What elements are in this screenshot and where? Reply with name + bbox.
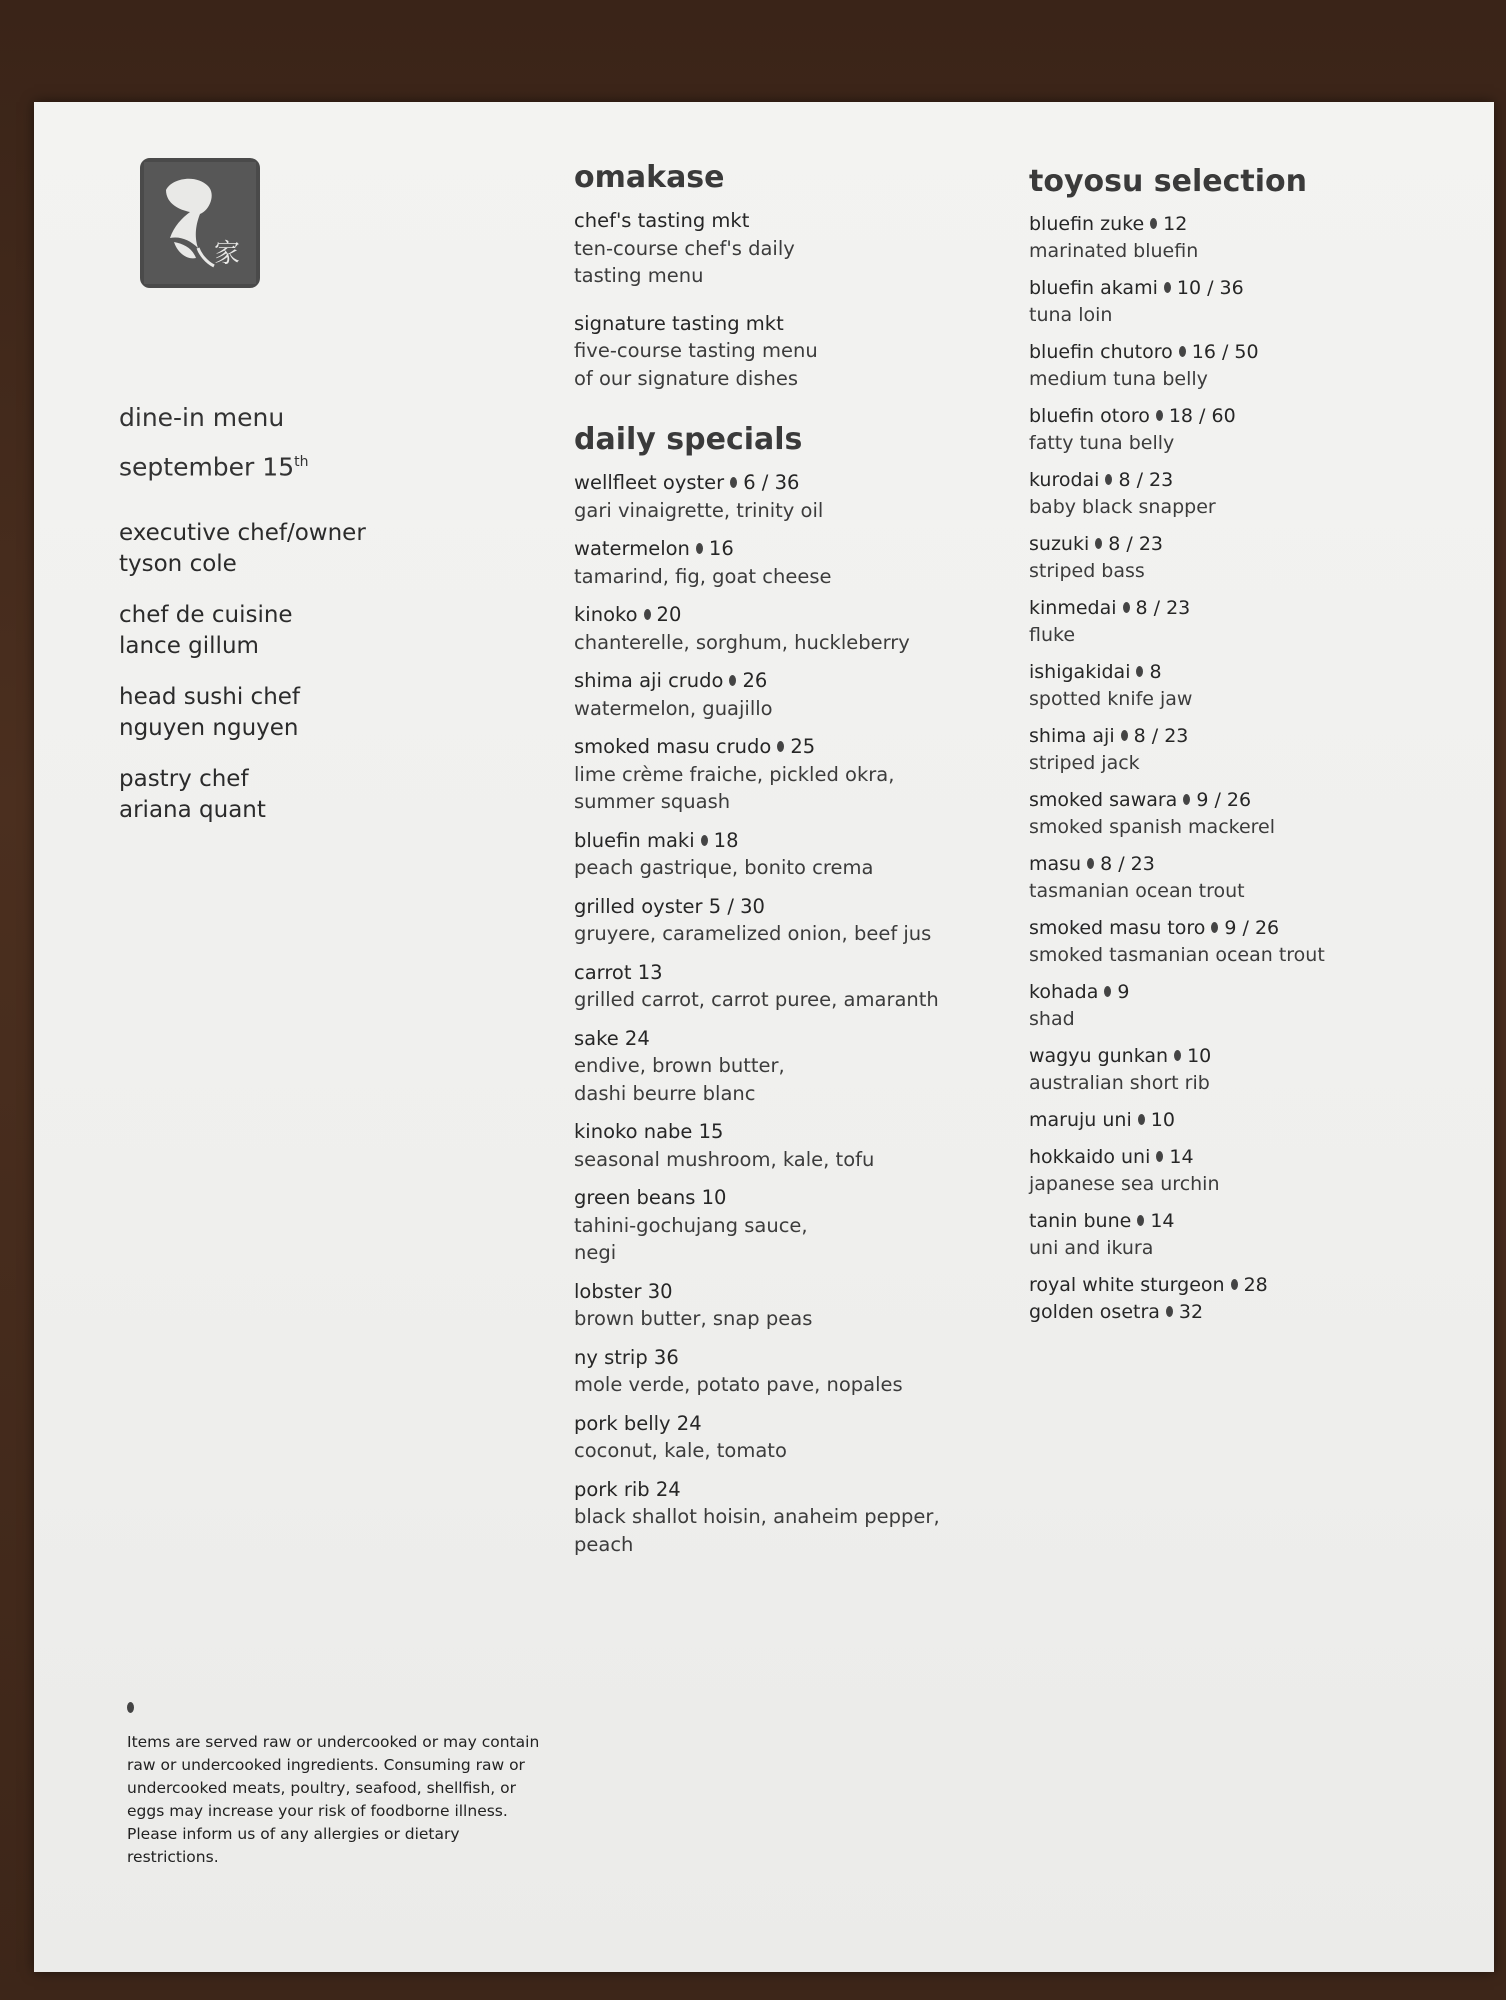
menu-item xyxy=(574,1278,994,1333)
menu-item xyxy=(574,959,994,1014)
item-title-line xyxy=(1029,403,1469,430)
item-price: 9 / 26 xyxy=(1196,789,1252,811)
raw-indicator-icon xyxy=(1095,538,1102,549)
raw-indicator-icon xyxy=(1179,346,1186,357)
item-name: pork rib xyxy=(574,1477,650,1501)
menu-item xyxy=(574,1410,994,1465)
section-title-daily-specials: daily specials xyxy=(574,422,803,457)
item-description: watermelon, guajillo xyxy=(574,696,773,720)
item-title-line xyxy=(1029,531,1469,558)
daily-specials-list xyxy=(574,469,994,1558)
item-name: masu xyxy=(1029,853,1082,875)
item-title-line xyxy=(574,893,994,921)
menu-item xyxy=(1029,1272,1469,1299)
item-title-line xyxy=(1029,595,1469,622)
item-description: australian short rib xyxy=(1029,1072,1210,1094)
restaurant-logo xyxy=(140,158,260,288)
item-name: kohada xyxy=(1029,981,1099,1003)
menu-item xyxy=(1029,1208,1469,1262)
item-price: 20 xyxy=(656,603,682,626)
item-name: wagyu gunkan xyxy=(1029,1045,1169,1067)
item-title-line xyxy=(574,1184,994,1212)
item-title-line xyxy=(574,733,994,761)
item-description: baby black snapper xyxy=(1029,496,1216,518)
item-name: bluefin chutoro xyxy=(1029,341,1173,363)
item-name: maruju uni xyxy=(1029,1109,1132,1131)
item-title-line xyxy=(574,601,994,629)
raw-indicator-icon xyxy=(1138,1114,1145,1125)
item-title-line xyxy=(1029,851,1469,878)
item-price: 8 / 23 xyxy=(1100,853,1155,875)
item-price: 9 xyxy=(1117,981,1130,1003)
raw-indicator-icon xyxy=(1121,730,1128,741)
item-description: smoked tasmanian ocean trout xyxy=(1029,944,1325,966)
raw-indicator-icon xyxy=(1087,858,1094,869)
raw-food-disclaimer xyxy=(127,1702,547,1869)
menu-item xyxy=(1029,723,1469,777)
item-price: 14 xyxy=(1150,1210,1175,1232)
item-price: 36 xyxy=(653,1345,679,1369)
staff-name: ariana quant xyxy=(119,797,266,824)
item-name: golden osetra xyxy=(1029,1301,1160,1323)
raw-indicator-icon xyxy=(701,835,708,846)
menu-item xyxy=(1029,851,1469,905)
item-name: bluefin zuke xyxy=(1029,213,1145,235)
menu-item xyxy=(1029,595,1469,649)
menu-item xyxy=(1029,211,1469,265)
item-description: tasmanian ocean trout xyxy=(1029,880,1245,902)
item-price: 24 xyxy=(655,1477,681,1501)
item-title-line xyxy=(574,535,994,563)
menu-item xyxy=(1029,403,1469,457)
menu-item xyxy=(574,601,994,656)
item-title-line xyxy=(1029,275,1469,302)
item-name: chef's tasting mkt xyxy=(574,209,750,232)
raw-indicator-icon xyxy=(1231,1279,1238,1290)
item-name: smoked sawara xyxy=(1029,789,1178,811)
item-title-line xyxy=(1029,659,1469,686)
right-column xyxy=(1029,164,1469,1336)
menu-item xyxy=(1029,339,1469,393)
item-title-line xyxy=(1029,1144,1469,1171)
menu-item xyxy=(574,535,994,590)
item-name: royal white sturgeon xyxy=(1029,1274,1225,1296)
section-title-toyosu: toyosu selection xyxy=(1029,164,1307,199)
item-price: 24 xyxy=(676,1411,702,1435)
item-price: 12 xyxy=(1163,213,1188,235)
date-text: september 15 xyxy=(119,452,295,482)
item-title-line xyxy=(1029,915,1469,942)
raw-indicator-icon xyxy=(1211,922,1218,933)
item-name: watermelon xyxy=(574,537,690,560)
raw-indicator-icon xyxy=(696,543,703,554)
item-name: shima aji crudo xyxy=(574,669,724,692)
raw-indicator-icon xyxy=(1164,282,1171,293)
menu-item xyxy=(1029,659,1469,713)
item-price: 10 xyxy=(701,1186,727,1209)
menu-item xyxy=(1029,915,1469,969)
menu-item xyxy=(574,827,994,882)
item-name: signature tasting mkt xyxy=(574,311,784,335)
item-description: chanterelle, sorghum, huckleberry xyxy=(574,630,910,654)
item-price: 30 xyxy=(647,1279,673,1303)
item-title-line xyxy=(1029,339,1469,366)
menu-item xyxy=(1029,467,1469,521)
item-name: carrot xyxy=(574,960,632,984)
item-price: 26 xyxy=(742,669,768,692)
item-name: hokkaido uni xyxy=(1029,1146,1151,1168)
raw-indicator-icon xyxy=(1105,474,1112,485)
item-description: striped bass xyxy=(1029,560,1145,582)
menu-item xyxy=(574,1118,994,1173)
item-title-line xyxy=(574,1025,994,1053)
item-description: seasonal mushroom, kale, tofu xyxy=(574,1147,875,1171)
staff-entry xyxy=(119,764,539,826)
raw-indicator-icon xyxy=(1156,1151,1163,1162)
menu-date xyxy=(119,447,539,482)
raw-indicator-icon xyxy=(644,609,651,620)
item-description: tamarind, fig, goat cheese xyxy=(574,564,832,588)
staff-entry xyxy=(119,600,539,662)
date-suffix: th xyxy=(294,454,309,470)
item-description: peach gastrique, bonito crema xyxy=(574,856,874,879)
item-description: uni and ikura xyxy=(1029,1237,1154,1259)
menu-item xyxy=(574,207,994,290)
disclaimer-text: Items are served raw or undercooked or may contain raw or undercooked ingredients. Consuming raw or undercooked meats, poultry, seafood, shellfish, or eggs may increase your risk of foodborne illness. Please inform us of any allergies or dietary restrictions. xyxy=(127,1733,540,1866)
item-description: gari vinaigrette, trinity oil xyxy=(574,498,824,522)
raw-indicator-icon xyxy=(777,741,784,752)
staff-name: tyson cole xyxy=(119,551,237,578)
omakase-list xyxy=(574,207,994,392)
item-price: 6 / 36 xyxy=(743,471,800,494)
ginkgo-leaf-icon xyxy=(144,162,256,284)
item-price: 8 / 23 xyxy=(1133,725,1189,747)
menu-item xyxy=(1029,979,1469,1033)
item-price: 5 / 30 xyxy=(708,894,765,918)
item-price: 25 xyxy=(790,735,816,758)
item-name: tanin bune xyxy=(1029,1210,1132,1232)
item-price: 10 xyxy=(1150,1109,1175,1131)
item-description: ten-course chef's daily tasting menu xyxy=(574,236,795,287)
item-description: gruyere, caramelized onion, beef jus xyxy=(574,922,932,945)
item-description: medium tuna belly xyxy=(1029,368,1208,390)
item-title-line xyxy=(574,469,994,497)
raw-indicator-icon xyxy=(730,477,737,488)
header-column xyxy=(119,402,539,846)
item-description: brown butter, snap peas xyxy=(574,1307,813,1330)
item-price: 8 / 23 xyxy=(1108,533,1163,555)
menu-item xyxy=(574,1476,994,1559)
item-description: japanese sea urchin xyxy=(1029,1173,1220,1195)
item-name: bluefin maki xyxy=(574,828,695,852)
item-description: black shallot hoisin, anaheim pepper, peach xyxy=(574,1505,940,1556)
menu-item xyxy=(1029,1043,1469,1097)
menu-item xyxy=(574,893,994,948)
item-description: fatty tuna belly xyxy=(1029,432,1175,454)
item-title-line xyxy=(574,1278,994,1306)
item-price: 18 xyxy=(713,828,739,852)
menu-item xyxy=(1029,1299,1469,1326)
raw-indicator-icon xyxy=(729,675,736,686)
item-name: bluefin otoro xyxy=(1029,405,1150,427)
item-description: endive, brown butter, dashi beurre blanc xyxy=(574,1054,785,1105)
item-name: sake xyxy=(574,1026,619,1050)
item-title-line xyxy=(1029,1272,1469,1299)
menu-item xyxy=(574,1184,994,1267)
item-price: 10 / 36 xyxy=(1176,277,1244,299)
item-description: striped jack xyxy=(1029,752,1140,774)
item-title-line xyxy=(1029,787,1469,814)
item-description: smoked spanish mackerel xyxy=(1029,816,1276,838)
raw-indicator-icon xyxy=(127,1702,134,1713)
item-title-line xyxy=(574,959,994,987)
staff-role: head sushi chef xyxy=(119,684,301,711)
menu-item xyxy=(574,733,994,816)
staff-entry xyxy=(119,682,539,744)
item-title-line xyxy=(1029,1107,1469,1134)
item-price: 8 / 23 xyxy=(1135,597,1191,619)
menu-paper xyxy=(34,102,1494,1972)
item-price: 16 xyxy=(708,537,734,560)
item-price: 16 / 50 xyxy=(1191,341,1259,363)
item-description: lime crème fraiche, pickled okra, summer squash xyxy=(574,762,895,813)
item-name: kinoko nabe xyxy=(574,1120,693,1143)
item-price: 8 / 23 xyxy=(1118,469,1174,491)
menu-item xyxy=(1029,787,1469,841)
item-price: 28 xyxy=(1243,1274,1268,1296)
middle-column xyxy=(574,160,994,1569)
item-name: bluefin akami xyxy=(1029,277,1158,299)
item-name: pork belly xyxy=(574,1411,671,1435)
item-description: fluke xyxy=(1029,624,1076,646)
toyosu-list xyxy=(1029,211,1469,1326)
item-title-line xyxy=(1029,1043,1469,1070)
item-description: tuna loin xyxy=(1029,304,1113,326)
svg-text:家: 家 xyxy=(214,239,241,269)
item-name: ishigakidai xyxy=(1029,661,1131,683)
item-description: coconut, kale, tomato xyxy=(574,1439,787,1462)
menu-item xyxy=(1029,531,1469,585)
raw-indicator-icon xyxy=(1183,794,1190,805)
item-title-line xyxy=(574,667,994,695)
menu-item xyxy=(574,1344,994,1399)
item-description: five-course tasting menu of our signature dishes xyxy=(574,339,818,390)
raw-indicator-icon xyxy=(1123,602,1130,613)
item-name: kinmedai xyxy=(1029,597,1117,619)
item-price: 10 xyxy=(1187,1045,1212,1067)
menu-item xyxy=(574,469,994,524)
item-description: spotted knife jaw xyxy=(1029,688,1193,710)
item-title-line xyxy=(574,1476,994,1504)
section-title-omakase: omakase xyxy=(574,160,725,195)
item-title-line xyxy=(1029,723,1469,750)
item-price: 9 / 26 xyxy=(1224,917,1280,939)
item-price: 13 xyxy=(637,960,663,984)
item-description: shad xyxy=(1029,1008,1075,1030)
item-name: lobster xyxy=(574,1279,642,1303)
item-title-line xyxy=(574,1118,994,1146)
item-title-line xyxy=(1029,1299,1469,1326)
item-name: smoked masu crudo xyxy=(574,735,772,758)
item-price: 18 / 60 xyxy=(1168,405,1236,427)
staff-entry xyxy=(119,518,539,580)
item-name: ny strip xyxy=(574,1345,648,1369)
staff-list xyxy=(119,518,539,826)
raw-indicator-icon xyxy=(1137,1215,1144,1226)
staff-role: executive chef/owner xyxy=(119,520,366,547)
raw-indicator-icon xyxy=(1104,986,1111,997)
item-name: green beans xyxy=(574,1186,696,1209)
menu-item xyxy=(1029,275,1469,329)
raw-indicator-icon xyxy=(1136,666,1143,677)
item-title-line xyxy=(1029,467,1469,494)
item-price: 32 xyxy=(1178,1301,1204,1323)
item-description: tahini-gochujang sauce, negi xyxy=(574,1213,808,1264)
staff-name: nguyen nguyen xyxy=(119,715,299,742)
item-title-line xyxy=(574,827,994,855)
item-title-line xyxy=(1029,979,1469,1006)
raw-indicator-icon xyxy=(1150,218,1157,229)
menu-item xyxy=(1029,1144,1469,1198)
menu-item xyxy=(1029,1107,1469,1134)
item-title-line xyxy=(574,1344,994,1372)
item-price: 15 xyxy=(698,1120,724,1143)
item-title-line xyxy=(1029,211,1469,238)
menu-item xyxy=(574,310,994,393)
menu-label: dine-in menu xyxy=(119,403,285,432)
staff-name: lance gillum xyxy=(119,633,259,660)
staff-role: pastry chef xyxy=(119,766,249,793)
staff-role: chef de cuisine xyxy=(119,602,293,629)
item-price: 24 xyxy=(624,1026,650,1050)
item-name: kinoko xyxy=(574,603,638,626)
menu-item xyxy=(574,667,994,722)
raw-indicator-icon xyxy=(1156,410,1163,421)
raw-indicator-icon xyxy=(1174,1050,1181,1061)
item-description: grilled carrot, carrot puree, amaranth xyxy=(574,988,939,1011)
menu-item xyxy=(574,1025,994,1108)
item-title-line xyxy=(574,1410,994,1438)
item-description: marinated bluefin xyxy=(1029,240,1199,262)
item-name: wellfleet oyster xyxy=(574,471,725,494)
item-name: suzuki xyxy=(1029,533,1090,555)
item-title-line xyxy=(1029,1208,1469,1235)
raw-indicator-icon xyxy=(1166,1306,1173,1317)
item-name: shima aji xyxy=(1029,725,1115,747)
item-name: smoked masu toro xyxy=(1029,917,1206,939)
item-name: kurodai xyxy=(1029,469,1100,491)
item-price: 14 xyxy=(1169,1146,1194,1168)
item-price: 8 xyxy=(1149,661,1162,683)
item-name: grilled oyster xyxy=(574,894,703,918)
item-description: mole verde, potato pave, nopales xyxy=(574,1373,903,1396)
